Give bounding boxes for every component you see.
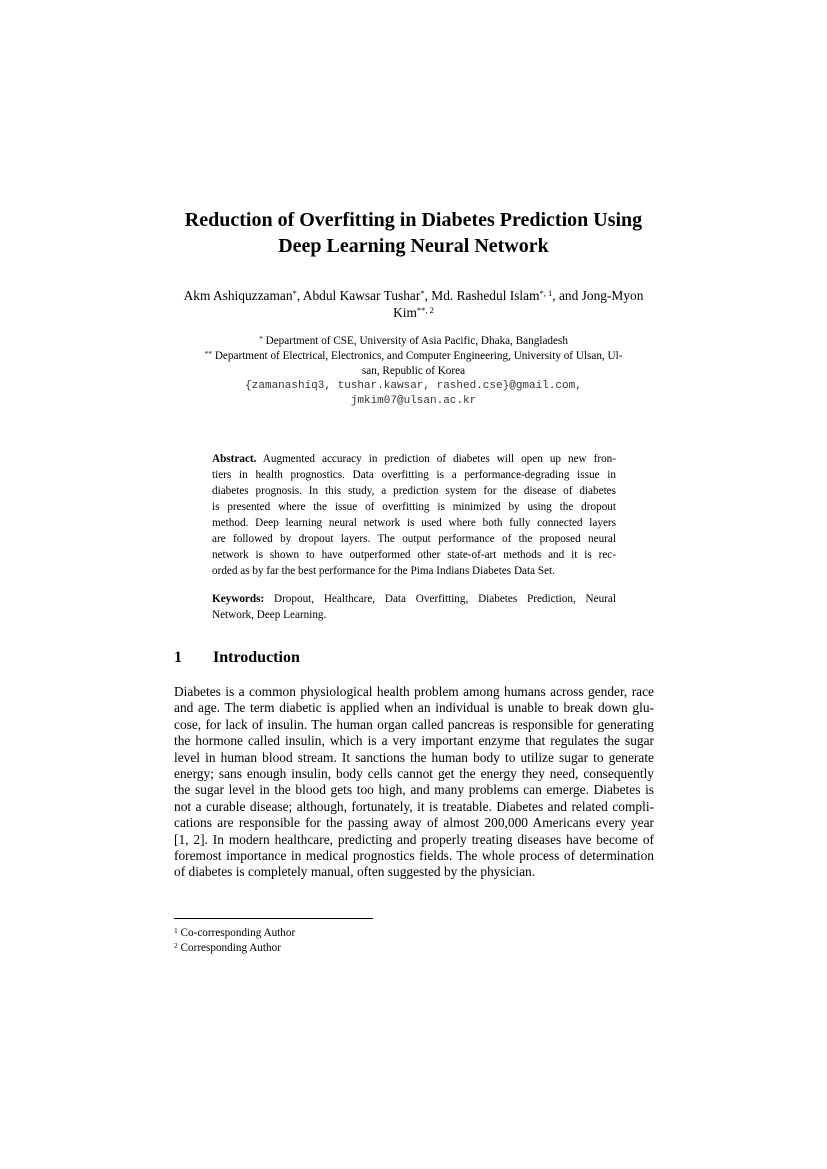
affiliation-mark: **: [204, 349, 213, 358]
affiliation-2-cont: san, Republic of Korea: [361, 365, 466, 377]
affiliation-mark: *: [292, 288, 297, 298]
abstract-line: is presented where the issue of overfitting is minimized by using the dropout: [212, 501, 616, 513]
body-line: cose, for lack of insulin. The human organ called pancreas is responsible for generating: [174, 716, 654, 732]
affiliation-text: Department of CSE, University of Asia Pacific, Dhaka, Bangladesh: [262, 335, 568, 347]
section-number: 1: [174, 649, 182, 666]
body-line: energy; sans enough insulin, body cells cannot get the energy they need, consequently: [174, 766, 654, 782]
footnotes: [174, 926, 654, 956]
section-heading: [174, 648, 654, 668]
footnote-number: 1: [174, 926, 178, 935]
title-line-1: Reduction of Overfitting in Diabetes Prediction Using: [184, 209, 643, 231]
abstract: [212, 451, 616, 579]
title-line-2: Deep Learning Neural Network: [278, 235, 549, 257]
keywords: [212, 591, 616, 623]
footnote-1: [174, 926, 654, 941]
author-list: [160, 287, 667, 321]
email-addresses-cont: jmkim07@ulsan.ac.kr: [350, 395, 477, 407]
body-line: level in human blood stream. It sanctions the human body to utilize sugar to generate: [174, 749, 654, 765]
author-separator: , and: [552, 288, 582, 303]
abstract-label: Abstract.: [212, 453, 257, 465]
keywords-line: Network, Deep Learning.: [212, 609, 327, 621]
abstract-line: [212, 451, 616, 467]
author-separator: ,: [296, 288, 303, 303]
abstract-line: network is shown to have outperformed other state-of-art methods and it is rec-: [212, 549, 616, 561]
footnote-text: Co-corresponding Author: [177, 927, 296, 939]
body-line: the hormone called insulin, which is a very important enzyme that regulates the sugar: [174, 733, 654, 749]
affiliation-mark: *: [420, 288, 425, 298]
author-name: Jong-Myon: [581, 288, 644, 303]
affiliation-mark: *, 1: [539, 288, 553, 298]
body-line: and age. The term diabetic is applied when an individual is unable to break down glu-: [174, 700, 654, 716]
footnote-number: 2: [174, 941, 178, 950]
abstract-line: diabetes prognosis. In this study, a prediction system for the disease of diabetes: [212, 485, 616, 497]
keywords-text: Dropout, Healthcare, Data Overfitting, Diabetes Prediction, Neural: [264, 593, 616, 605]
keywords-line: [212, 591, 616, 607]
author-name: Abdul Kawsar Tushar: [302, 288, 421, 303]
affiliation-2: [162, 349, 665, 364]
body-line: the sugar level in the blood gets too high, and many problems can emerge. Diabetes is: [174, 782, 654, 798]
section-title: Introduction: [213, 649, 300, 666]
author-separator: ,: [424, 288, 432, 303]
footnote-text: Corresponding Author: [177, 942, 281, 954]
body-line: cations are responsible for the passing away of almost 200,000 Americans every year: [174, 815, 654, 831]
body-line: of diabetes is completely manual, often suggested by the physician.: [174, 864, 536, 880]
author-name: Md. Rashedul Islam: [431, 288, 540, 303]
keywords-label: Keywords:: [212, 593, 265, 605]
body-line: not a curable disease; although, fortunately, it is treatable. Diabetes and related compli-: [174, 798, 654, 814]
introduction-paragraph: [174, 684, 654, 881]
footnote-divider: [174, 918, 373, 919]
paper-title: [120, 207, 707, 259]
email-addresses: {zamanashiq3, tushar.kawsar, rashed.cse}@gmail.com,: [245, 380, 582, 392]
body-line: foremost importance in medical prognostics fields. The whole process of determination: [174, 848, 654, 864]
abstract-text: Augmented accuracy in prediction of diabetes will open up new fron-: [256, 453, 616, 465]
affiliation-mark: *: [259, 334, 263, 343]
abstract-line: method. Deep learning neural network is used where both fully connected layers: [212, 517, 616, 529]
abstract-line: tiers in health prognostics. Data overfitting is a performance-degrading issue in: [212, 469, 616, 481]
abstract-line: orded as by far the best performance for the Pima Indians Diabetes Data Set.: [212, 565, 555, 577]
affiliation-text: Department of Electrical, Electronics, and Computer Engineering, University of Ulsan, Ul-: [212, 350, 623, 362]
footnote-2: [174, 941, 654, 956]
abstract-line: are followed by dropout layers. The output performance of the proposed neural: [212, 533, 616, 545]
body-line: Diabetes is a common physiological health problem among humans across gender, race: [174, 684, 654, 699]
affiliation-mark: **, 2: [416, 305, 434, 315]
affiliation-1: [162, 334, 665, 349]
body-line: [1, 2]. In modern healthcare, predicting and properly treating diseases have become of: [174, 831, 654, 847]
author-name: Akm Ashiquzzaman: [183, 288, 293, 303]
affiliations: [162, 334, 665, 409]
author-name: Kim: [393, 305, 417, 320]
